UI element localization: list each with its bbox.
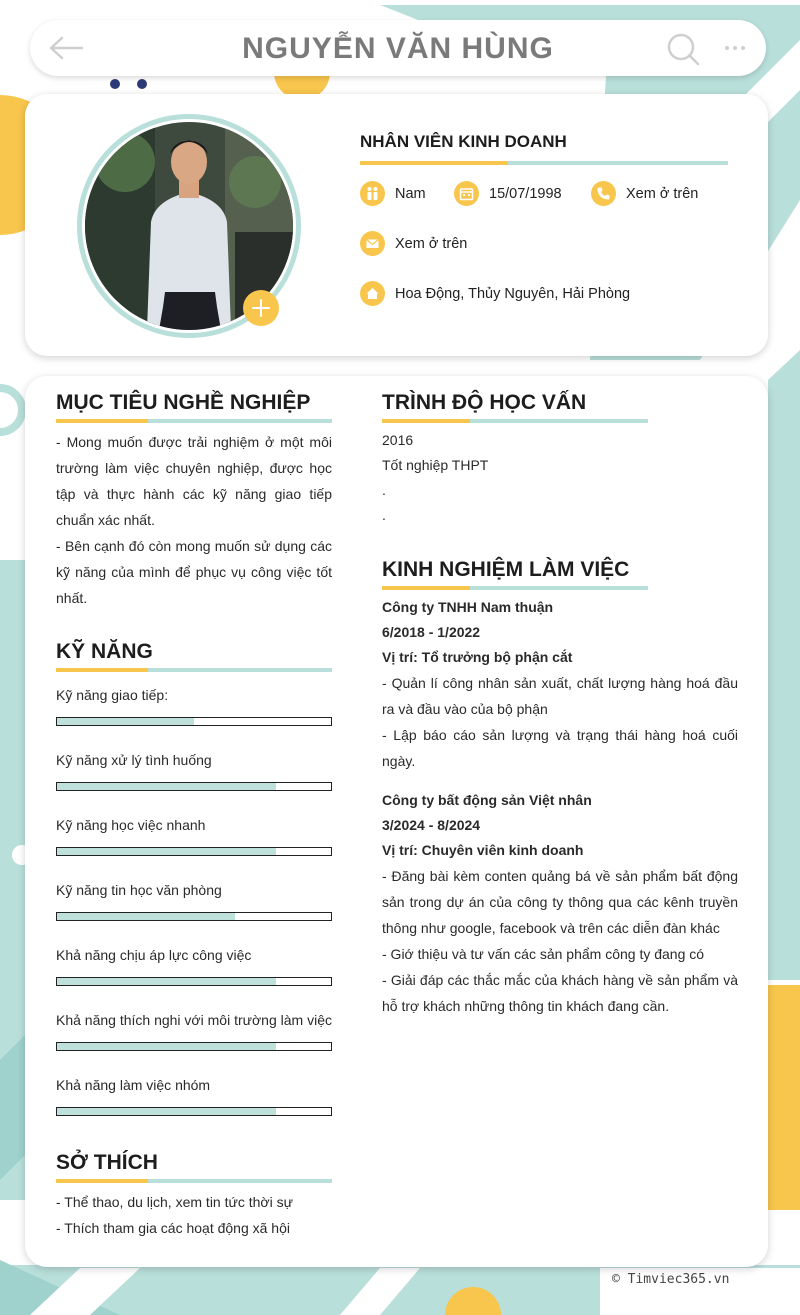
education-degree: Tốt nghiệp THPT xyxy=(382,457,489,473)
hobbies-text xyxy=(56,1189,356,1241)
job-position: Vị trí: Chuyên viên kinh doanh xyxy=(382,842,584,858)
skill-label: Kỹ năng tin học văn phòng xyxy=(56,882,222,898)
hobbies-underline-yellow xyxy=(56,1179,148,1183)
skill-bar xyxy=(56,912,332,921)
address-value: Hoa Động, Thủy Nguyên, Hải Phòng xyxy=(395,285,631,302)
experience-job xyxy=(382,595,738,774)
skill-bar xyxy=(56,847,332,856)
job-detail: - Lập báo cáo sản lượng và trạng thái hàng hoá cuối ngày. xyxy=(382,727,738,769)
skill-bar xyxy=(56,977,332,986)
phone-value: Xem ở trên xyxy=(626,185,699,202)
search-icon[interactable] xyxy=(666,32,700,66)
skill-label: Kỹ năng giao tiếp: xyxy=(56,687,169,703)
objective-line: - Bên cạnh đó còn mong muốn sử dụng các kỹ năng của mình để phục vụ công việc tốt nhất. xyxy=(56,538,332,606)
skill-bar-fill xyxy=(57,1043,276,1050)
hobby-line: - Thể thao, du lịch, xem tin tức thời sự xyxy=(56,1194,293,1210)
job-title: NHÂN VIÊN KINH DOANH xyxy=(360,132,567,151)
job-detail: - Giải đáp các thắc mắc của khách hàng về sản phẩm và hỗ trợ khách những thông tin khách đang cần. xyxy=(382,972,738,1014)
phone-icon xyxy=(591,181,616,206)
gender-value: Nam xyxy=(395,185,426,202)
objective-underline-yellow xyxy=(56,419,148,423)
gender-info xyxy=(360,181,426,206)
job-period: 3/2024 - 8/2024 xyxy=(382,817,481,833)
skill-bar xyxy=(56,1107,332,1116)
education-underline-yellow xyxy=(382,419,470,423)
skill-label: Khả năng chịu áp lực công việc xyxy=(56,947,252,963)
experience-job xyxy=(382,788,738,1019)
plus-icon xyxy=(251,298,271,318)
skill-label: Kỹ năng xử lý tình huống xyxy=(56,752,212,768)
experience-underline-teal xyxy=(470,586,648,590)
education-underline-teal xyxy=(470,419,648,423)
education-text xyxy=(382,428,738,528)
skills-underline-teal xyxy=(148,668,332,672)
job-period: 6/2018 - 1/2022 xyxy=(382,624,481,640)
skill-bar-fill xyxy=(57,783,276,790)
birthday-info xyxy=(454,181,562,206)
title-underline-teal xyxy=(508,161,728,165)
experience-title: KINH NGHIỆM LÀM VIỆC xyxy=(382,558,630,581)
more-dots-icon[interactable] xyxy=(724,40,746,56)
hobbies-underline-teal xyxy=(148,1179,332,1183)
job-detail: - Giớ thiệu và tư vấn các sản phẩm công ty đang có xyxy=(382,946,705,962)
skill-bar-fill xyxy=(57,978,276,985)
calendar-icon xyxy=(454,181,479,206)
skill-bar xyxy=(56,782,332,791)
hobby-line: - Thích tham gia các hoạt động xã hội xyxy=(56,1220,290,1236)
objective-underline-teal xyxy=(148,419,332,423)
watermark: © Timviec365.vn xyxy=(612,1272,730,1287)
job-company: Công ty TNHH Nam thuận xyxy=(382,599,554,615)
resume-body-card xyxy=(25,376,768,1267)
skills-underline-yellow xyxy=(56,668,148,672)
email-info xyxy=(360,231,467,256)
hobbies-title: SỞ THÍCH xyxy=(56,1151,158,1174)
objective-text xyxy=(56,429,332,611)
education-year: 2016 xyxy=(382,432,414,448)
skill-label: Khả năng thích nghi với môi trường làm việc xyxy=(56,1012,332,1028)
job-detail: - Quản lí công nhân sản xuất, chất lượng hàng hoá đầu ra và đầu vào của bộ phận xyxy=(382,675,738,717)
skill-bar-fill xyxy=(57,848,276,855)
add-photo-button[interactable] xyxy=(243,290,279,326)
education-title: TRÌNH ĐỘ HỌC VẤN xyxy=(382,391,587,414)
skill-bar-fill xyxy=(57,718,194,725)
skill-bar-fill xyxy=(57,1108,276,1115)
profile-header-card xyxy=(25,94,768,356)
job-company: Công ty bất động sản Việt nhân xyxy=(382,792,592,808)
email-icon xyxy=(360,231,385,256)
birthday-value: 15/07/1998 xyxy=(489,185,562,202)
skill-bar-fill xyxy=(57,913,235,920)
job-position: Vị trí: Tổ trưởng bộ phận cắt xyxy=(382,649,573,665)
skill-bar xyxy=(56,717,332,726)
skills-title: KỸ NĂNG xyxy=(56,640,153,663)
skill-label: Kỹ năng học việc nhanh xyxy=(56,817,206,833)
experience-underline-yellow xyxy=(382,586,470,590)
email-value: Xem ở trên xyxy=(395,235,468,252)
gender-icon xyxy=(360,181,385,206)
objective-line: - Mong muốn được trải nghiệm ở một môi trường làm việc chuyên nghiệp, được học tập và thực hành các kỹ năng giao tiếp chuẩn xác nhất. xyxy=(56,434,332,528)
candidate-name: NGUYỄN VĂN HÙNG xyxy=(242,32,554,65)
skill-bar xyxy=(56,1042,332,1051)
job-detail: - Đăng bài kèm conten quảng bá về sản phẩm bất động sản trong dự án của công ty thông qua các kênh truyền thông như google, facebook và trên các diễn đàn khác xyxy=(382,868,738,936)
top-bar xyxy=(30,20,766,76)
phone-info xyxy=(591,181,698,206)
education-extra: . xyxy=(382,507,386,523)
objective-title: MỤC TIÊU NGHỀ NGHIỆP xyxy=(56,391,311,414)
home-icon xyxy=(360,281,385,306)
title-underline-yellow xyxy=(360,161,508,165)
address-info xyxy=(360,281,630,306)
skill-label: Khả năng làm việc nhóm xyxy=(56,1077,211,1093)
education-extra: . xyxy=(382,482,386,498)
